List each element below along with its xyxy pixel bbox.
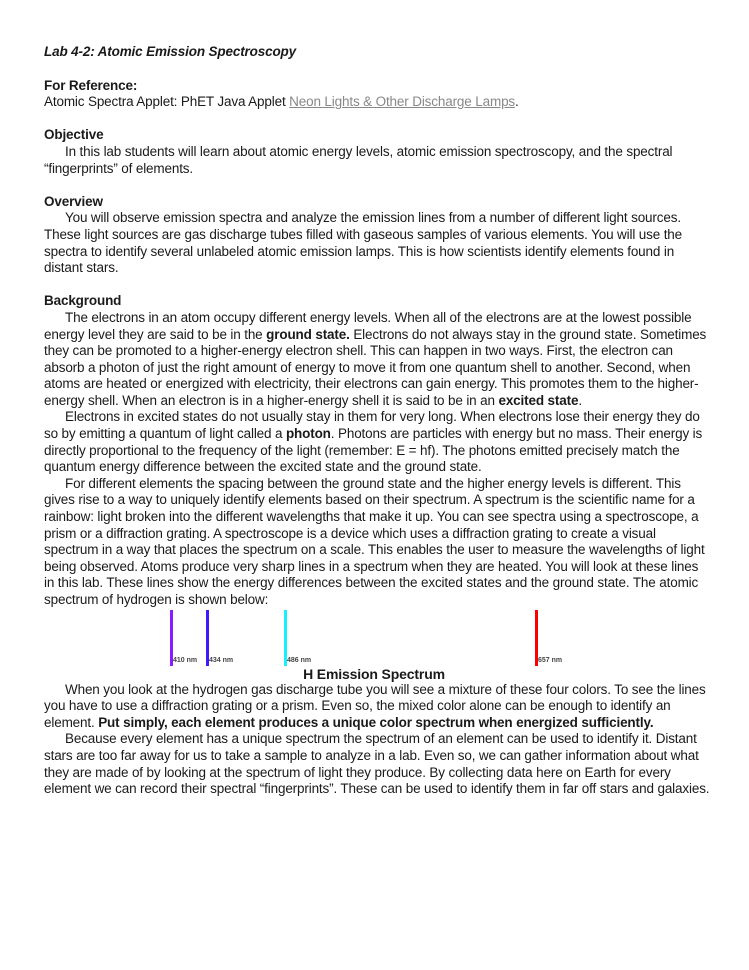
text-run: Electrons do not always stay in the ground state. Sometimes they can be promoted to a higher-energy electron shell. This can happen in two ways. First, the electron can absorb a photon of just the right amount of energy to move it from one quantum shell to another. Second, when atoms are heated or energized with electricity, their electrons can gain energy. This promotes them to the higher-energy shell. When an electron is in a higher-energy shell it is said to be in an (44, 326, 707, 408)
overview-text: You will observe emission spectra and analyze the emission lines from a number of different light sources. These light sources are gas discharge tubes filled with gaseous samples of various elements. You will use the spectra to identify several unlabeled atomic emission lamps. This is how scientists identify elements found in distant stars. (44, 210, 683, 276)
spectral-label-410nm: 410 nm (173, 656, 198, 664)
background-section (44, 293, 710, 608)
term-photon: photon (285, 426, 331, 442)
post-spectrum-section (44, 682, 710, 798)
reference-text (44, 94, 710, 111)
reference-prefix: Atomic Spectra Applet: PhET Java Applet (44, 94, 290, 110)
spectrum-caption: H Emission Spectrum (303, 665, 445, 682)
reference-suffix: . (515, 94, 519, 110)
background-paragraph-2 (44, 409, 710, 475)
text-run: When you look at the hydrogen gas discharge tube you will see a mixture of these four colors. To see the lines you have to use a diffraction grating or a prism. Even so, the mixed color alone can be enough to identify an element. (44, 681, 706, 730)
reference-section (44, 78, 710, 111)
background-paragraph-1 (44, 310, 710, 410)
stars-paragraph: Because every element has a unique spectrum the spectrum of an element can be used to identify it. Distant stars are too far away for us to take a sample to analyze in a lab. Even so, we can gather information about what they are made of by looking at the spectrum of light they produce. By collecting data here on Earth for every element we can record their spectral “fingerprints”. These can be used to identify them in far off stars and galaxies. (44, 731, 710, 797)
term-ground-state: ground state. (266, 326, 350, 342)
text-run: . (578, 392, 582, 408)
background-heading: Background (44, 293, 122, 309)
objective-text: In this lab students will learn about atomic energy levels, atomic emission spectroscopy, and the spectral “fingerprints” of elements. (44, 143, 673, 176)
term-excited-state: excited state (498, 392, 579, 408)
spectral-label-486nm: 486 nm (287, 656, 312, 664)
overview-section (44, 194, 710, 277)
spectral-label-434nm: 434 nm (209, 656, 234, 664)
document-title: Lab 4-2: Atomic Emission Spectroscopy (44, 44, 297, 59)
phet-applet-link[interactable]: Neon Lights & Other Discharge Lamps (289, 94, 516, 110)
background-paragraph-3: For different elements the spacing between the ground state and the higher energy levels is different. This gives rise to a way to uniquely identify elements based on their spectrum. A spectrum is the scientific name for a rainbow: light broken into the different wavelengths that make it up. You can see spectra using a spectroscope, a prism or a diffraction grating. A spectroscope is a device which uses a diffraction grating to create a visual spectrum in a way that places the spectrum on a scale. This enables the user to measure the wavelengths of light being observed. Atoms produce very sharp lines in a spectrum when they are heated. You will look at these lines in this lab. These lines show the energy differences between the excited states and the ground state. The atomic spectrum of hydrogen is shown below: (44, 475, 705, 607)
objective-heading: Objective (44, 127, 104, 143)
text-run: . Photons are particles with energy but no mass. Their energy is directly proportional to the frequency of the light (remember: E = hf). The photons emitted precisely match the quantum energy difference between the excited state and the ground state. (44, 426, 703, 475)
overview-heading: Overview (44, 193, 103, 209)
reference-heading: For Reference: (44, 77, 138, 93)
objective-section (44, 127, 710, 177)
spectral-label-657nm: 657 nm (538, 656, 563, 664)
key-statement: Put simply, each element produces a unique color spectrum when energized sufficiently. (98, 714, 654, 730)
hydrogen-paragraph (44, 682, 710, 732)
text-run: Electrons in excited states do not usually stay in them for very long. When electrons lose their energy they do so by emitting a quantum of light called a (44, 409, 700, 442)
hydrogen-spectrum-figure (44, 610, 710, 666)
text-run: The electrons in an atom occupy different energy levels. When all of the electrons are at the lowest possible energy level they are said to be in the (44, 309, 692, 342)
document-content (44, 44, 710, 798)
